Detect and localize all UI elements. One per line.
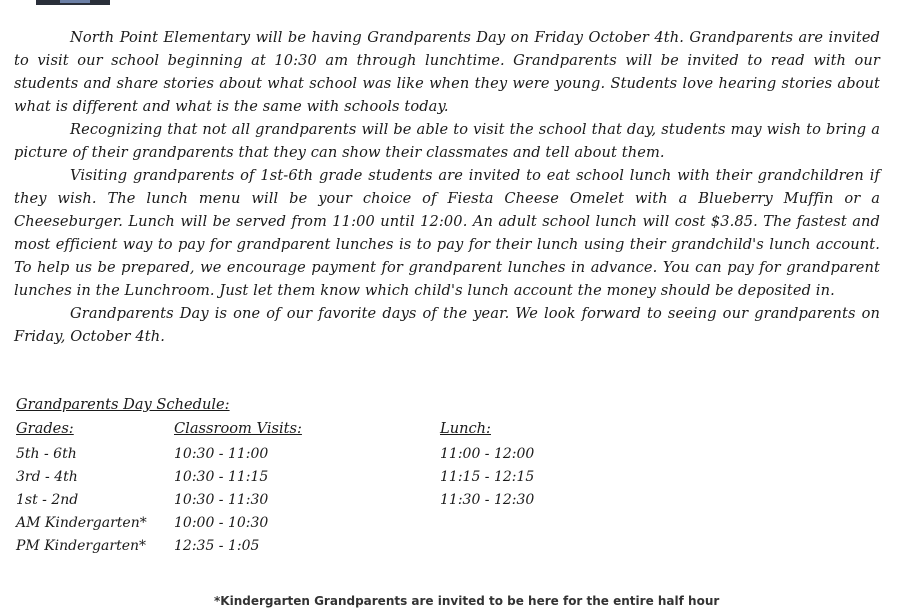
lunch-cell: 11:15 - 12:15 [440, 469, 535, 485]
paragraph-intro: North Point Elementary will be having Grandparents Day on Friday October 4th. Grandparents are invited to visit our school beginning at 10:30 am through lunchtime. Grandparents will be invited to read with our students and share stories about what school was like when they were young. Students love hearing stories about what is different and what is the same with schools today. [14, 29, 880, 115]
lunch-cell: 11:30 - 12:30 [440, 492, 535, 508]
grade-cell: 1st - 2nd [16, 492, 79, 508]
header-grades: Grades: [16, 420, 74, 437]
header-lunch: Lunch: [440, 420, 491, 437]
schedule-title: Grandparents Day Schedule: [16, 396, 230, 413]
paragraph-pictures: Recognizing that not all grandparents will be able to visit the school that day, students may wish to bring a picture of their grandparents that they can show their classmates and tell about them. [14, 121, 880, 161]
visit-cell: 10:30 - 11:00 [174, 446, 269, 462]
grade-cell: AM Kindergarten* [16, 515, 147, 531]
grade-cell: 3rd - 4th [16, 469, 78, 485]
visit-cell: 12:35 - 1:05 [174, 538, 260, 554]
visit-cell: 10:30 - 11:15 [174, 469, 269, 485]
paragraph-closing: Grandparents Day is one of our favorite days of the year. We look forward to seeing our grandparents on Friday, October 4th. [14, 305, 880, 345]
letter-body [14, 26, 880, 348]
visit-cell: 10:30 - 11:30 [174, 492, 269, 508]
header-classroom-visits: Classroom Visits: [174, 420, 302, 437]
grade-cell: PM Kindergarten* [16, 538, 147, 554]
paragraph-lunch: Visiting grandparents of 1st-6th grade students are invited to eat school lunch with their grandchildren if they wish. The lunch menu will be your choice of Fiesta Cheese Omelet with a Blueberry Muffin or a Cheeseburger. Lunch will be served from 11:00 until 12:00. An adult school lunch will cost $3.85. The fastest and most efficient way to pay for grandparent lunches is to pay for their lunch using their grandchild's lunch account. To help us be prepared, we encourage payment for grandparent lunches in advance. You can pay for grandparent lunches in the Lunchroom. Just let them know which child's lunch account the money should be deposited in. [14, 167, 880, 299]
visit-cell: 10:00 - 10:30 [174, 515, 269, 531]
lunch-cell: 11:00 - 12:00 [440, 446, 535, 462]
kindergarten-footnote: *Kindergarten Grandparents are invited to be here for the entire half hour [214, 594, 720, 608]
grade-cell: 5th - 6th [16, 446, 77, 462]
school-logo-accent [60, 0, 90, 3]
